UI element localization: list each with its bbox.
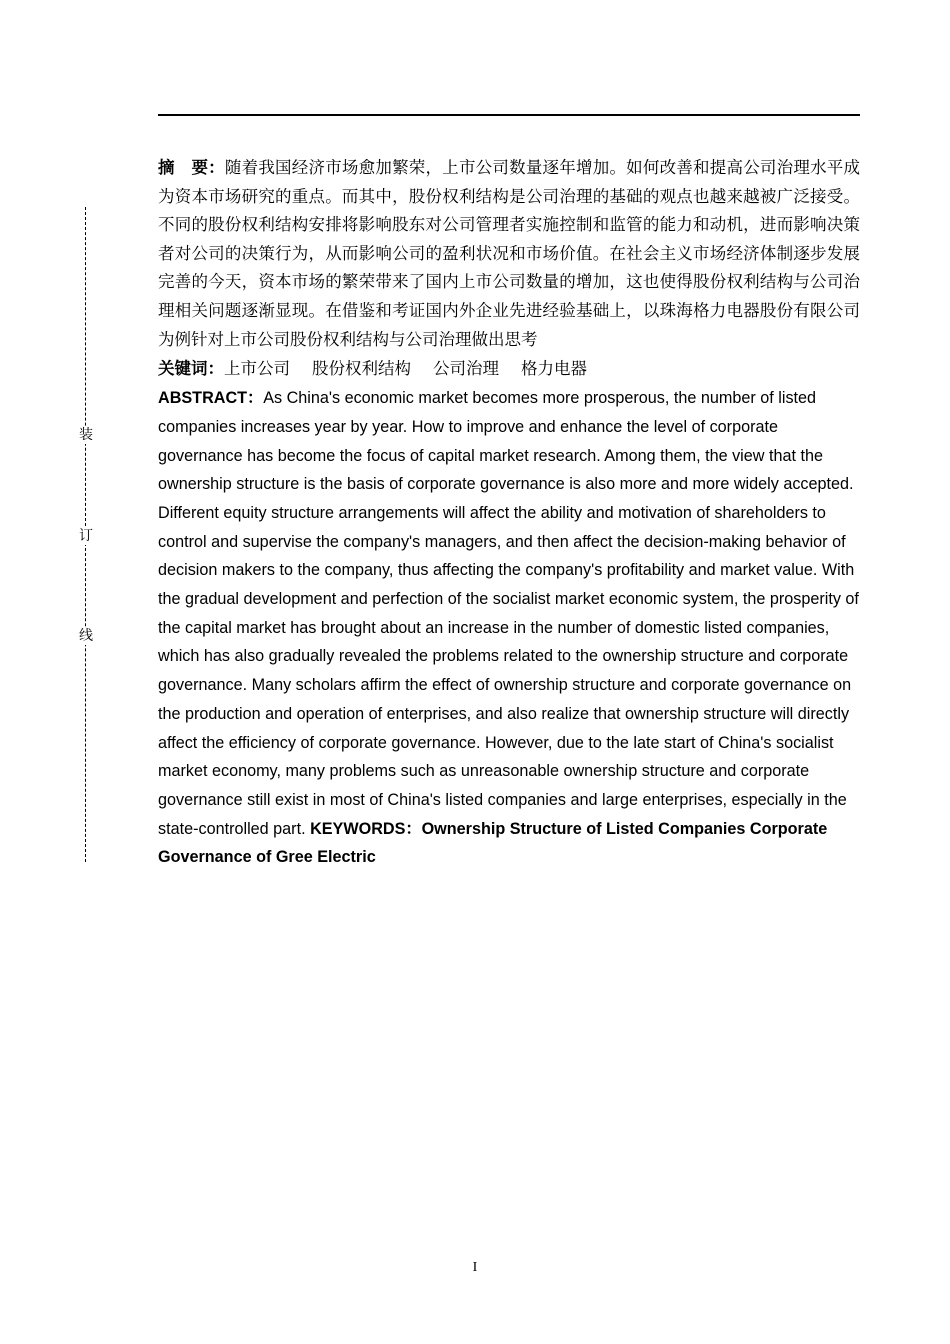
page-number: I [472,1260,478,1275]
keyword-item: 上市公司 [224,359,290,379]
chinese-abstract-label: 摘 要： [158,158,225,177]
chinese-keywords [158,354,860,384]
english-keywords-text: Ownership Structure of Listed Companies Corporate Governance of Gree Electric [158,819,828,867]
chinese-abstract [158,154,860,354]
abstract-content [158,154,860,872]
keyword-item: 公司治理 [433,359,499,379]
chinese-keywords-label: 关键词： [158,359,224,379]
english-keywords-label: KEYWORDS： [310,819,422,838]
binding-char-zhuang: 装 [76,426,96,444]
english-abstract-label: ABSTRACT： [158,389,264,408]
binding-char-xian: 线 [76,627,96,645]
keyword-item: 股份权利结构 [312,359,411,379]
chinese-abstract-text: 随着我国经济市场愈加繁荣，上市公司数量逐年增加。如何改善和提高公司治理水平成为资本市场研究的重点。而其中，股份权利结构是公司治理的基础的观点也越来越被广泛接受。不同的股份权利结构安排将影响股东对公司管理者实施控制和监管的能力和动机，进而影响决策者对公司的决策行为，从而影响公司的盈利状况和市场价值。在社会主义市场经济体制逐步发展完善的今天，资本市场的繁荣带来了国内上市公司数量的增加，这也使得股份权利结构与公司治理相关问题逐渐显现。在借鉴和考证国内外企业先进经验基础上，以珠海格力电器股份有限公司为例针对上市公司股份权利结构与公司治理做出思考 [158,158,861,349]
english-abstract [158,384,860,872]
english-abstract-text: As China's economic market becomes more prosperous, the number of listed companies increases year by year. How to improve and enhance the level of corporate governance has become the focus of capital market research. Among them, the view that the ownership structure is the basis of corporate governance is also more and more widely accepted. Different equity structure arrangements will affect the ability and motivation of shareholders to control and supervise the company's managers, and then affect the decision-making behavior of decision makers to the company, thus affecting the company's profitability and market value. With the gradual development and perfection of the socialist market economic system, the prosperity of the capital market has brought about an increase in the number of domestic listed companies, which has also gradually revealed the problems related to the ownership structure and corporate governance. Many scholars affirm the effect of ownership structure and corporate governance on the production and operation of enterprises, and also realize that ownership structure will directly affect the efficiency of corporate governance. However, due to the late start of China's socialist market economy, many problems such as unreasonable ownership structure and corporate governance still exist in most of China's listed companies and large enterprises, especially in the state-controlled part. [158,389,859,838]
header-rule [158,114,860,116]
binding-char-ding: 订 [76,527,96,545]
keyword-item: 格力电器 [521,359,587,379]
